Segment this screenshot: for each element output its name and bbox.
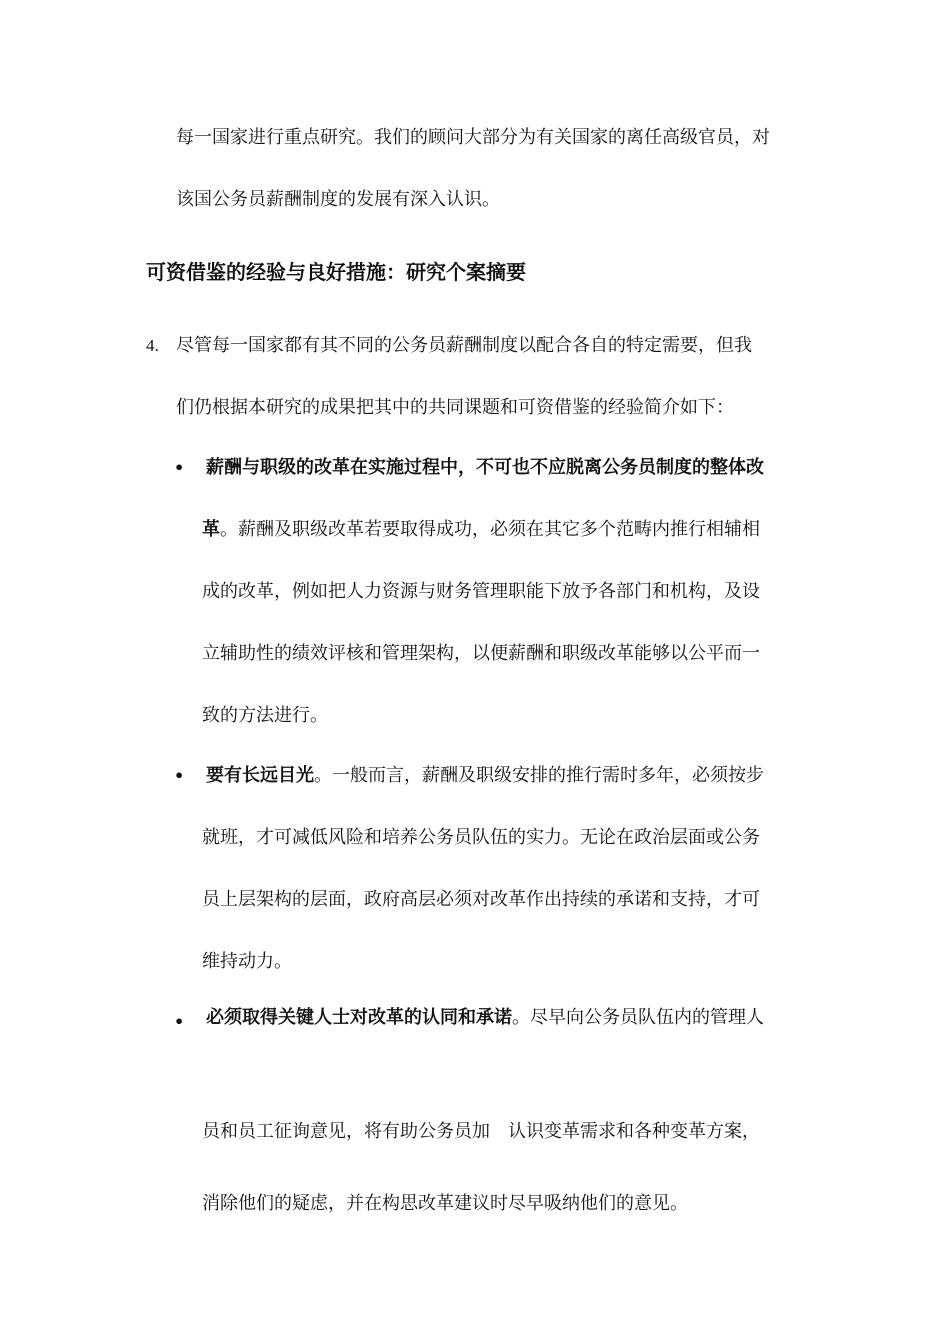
bullet2-line-1 [206, 764, 764, 788]
bullet1-line-2-bold: 革 [202, 519, 220, 540]
bullet1-line-2 [202, 518, 760, 542]
para4-line-1: 尽管每一国家都有其不同的公务员薪酬制度以配合各自的特定需要，但我 [176, 335, 752, 356]
section-heading: 可资借鉴的经验与良好措施：研究个案摘要 [146, 260, 526, 284]
bullet2-line-3: 员上层架构的层面，政府高层必须对改革作出持续的承诺和支持，才可 [202, 889, 760, 910]
bullet3-line-3: 消除他们的疑虑，并在构思改革建议时尽早吸纳他们的意见。 [202, 1193, 688, 1214]
bullet-marker-3: • [174, 1012, 185, 1031]
bullet1-line-1: 薪酬与职级的改革在实施过程中，不可也不应脱离公务员制度的整体改 [206, 457, 764, 478]
para4-line-2: 们仍根据本研究的成果把其中的共同课题和可资借鉴的经验简介如下： [176, 397, 734, 418]
bullet1-line-3: 成的改革，例如把人力资源与财务管理职能下放予各部门和机构，及设 [202, 581, 760, 602]
bullet-marker-1: • [174, 458, 185, 477]
bullet3-line-2: 员和员工征询意见，将有助公务员加 认识变革需求和各种变革方案， [202, 1121, 760, 1142]
bullet1-line-2-rest: 。薪酬及职级改革若要取得成功，必须在其它多个范畴内推行相辅相 [220, 519, 760, 540]
bullet2-line-1-bold: 要有长远目光 [206, 765, 314, 786]
paragraph-number: 4. [146, 336, 159, 355]
intro-line-1: 每一国家进行重点研究。我们的顾问大部分为有关国家的离任高级官员，对 [176, 127, 770, 148]
bullet-marker-2: • [174, 766, 185, 785]
intro-line-2: 该国公务员薪酬制度的发展有深入认识。 [176, 189, 500, 210]
bullet1-line-5: 致的方法进行。 [202, 705, 328, 726]
bullet3-line-1-bold: 必须取得关键人士对改革的认同和承诺 [206, 1007, 512, 1028]
bullet3-line-1-rest: 。尽早向公务员队伍内的管理人 [512, 1007, 764, 1028]
bullet2-line-1-rest: 。一般而言，薪酬及职级安排的推行需时多年，必须按步 [314, 765, 764, 786]
bullet3-line-1 [206, 1006, 764, 1030]
bullet2-line-2: 就班，才可减低风险和培养公务员队伍的实力。无论在政治层面或公务 [202, 827, 760, 848]
bullet1-line-4: 立辅助性的绩效评核和管理架构，以便薪酬和职级改革能够以公平而一 [202, 643, 760, 664]
bullet2-line-4: 维持动力。 [202, 951, 292, 972]
